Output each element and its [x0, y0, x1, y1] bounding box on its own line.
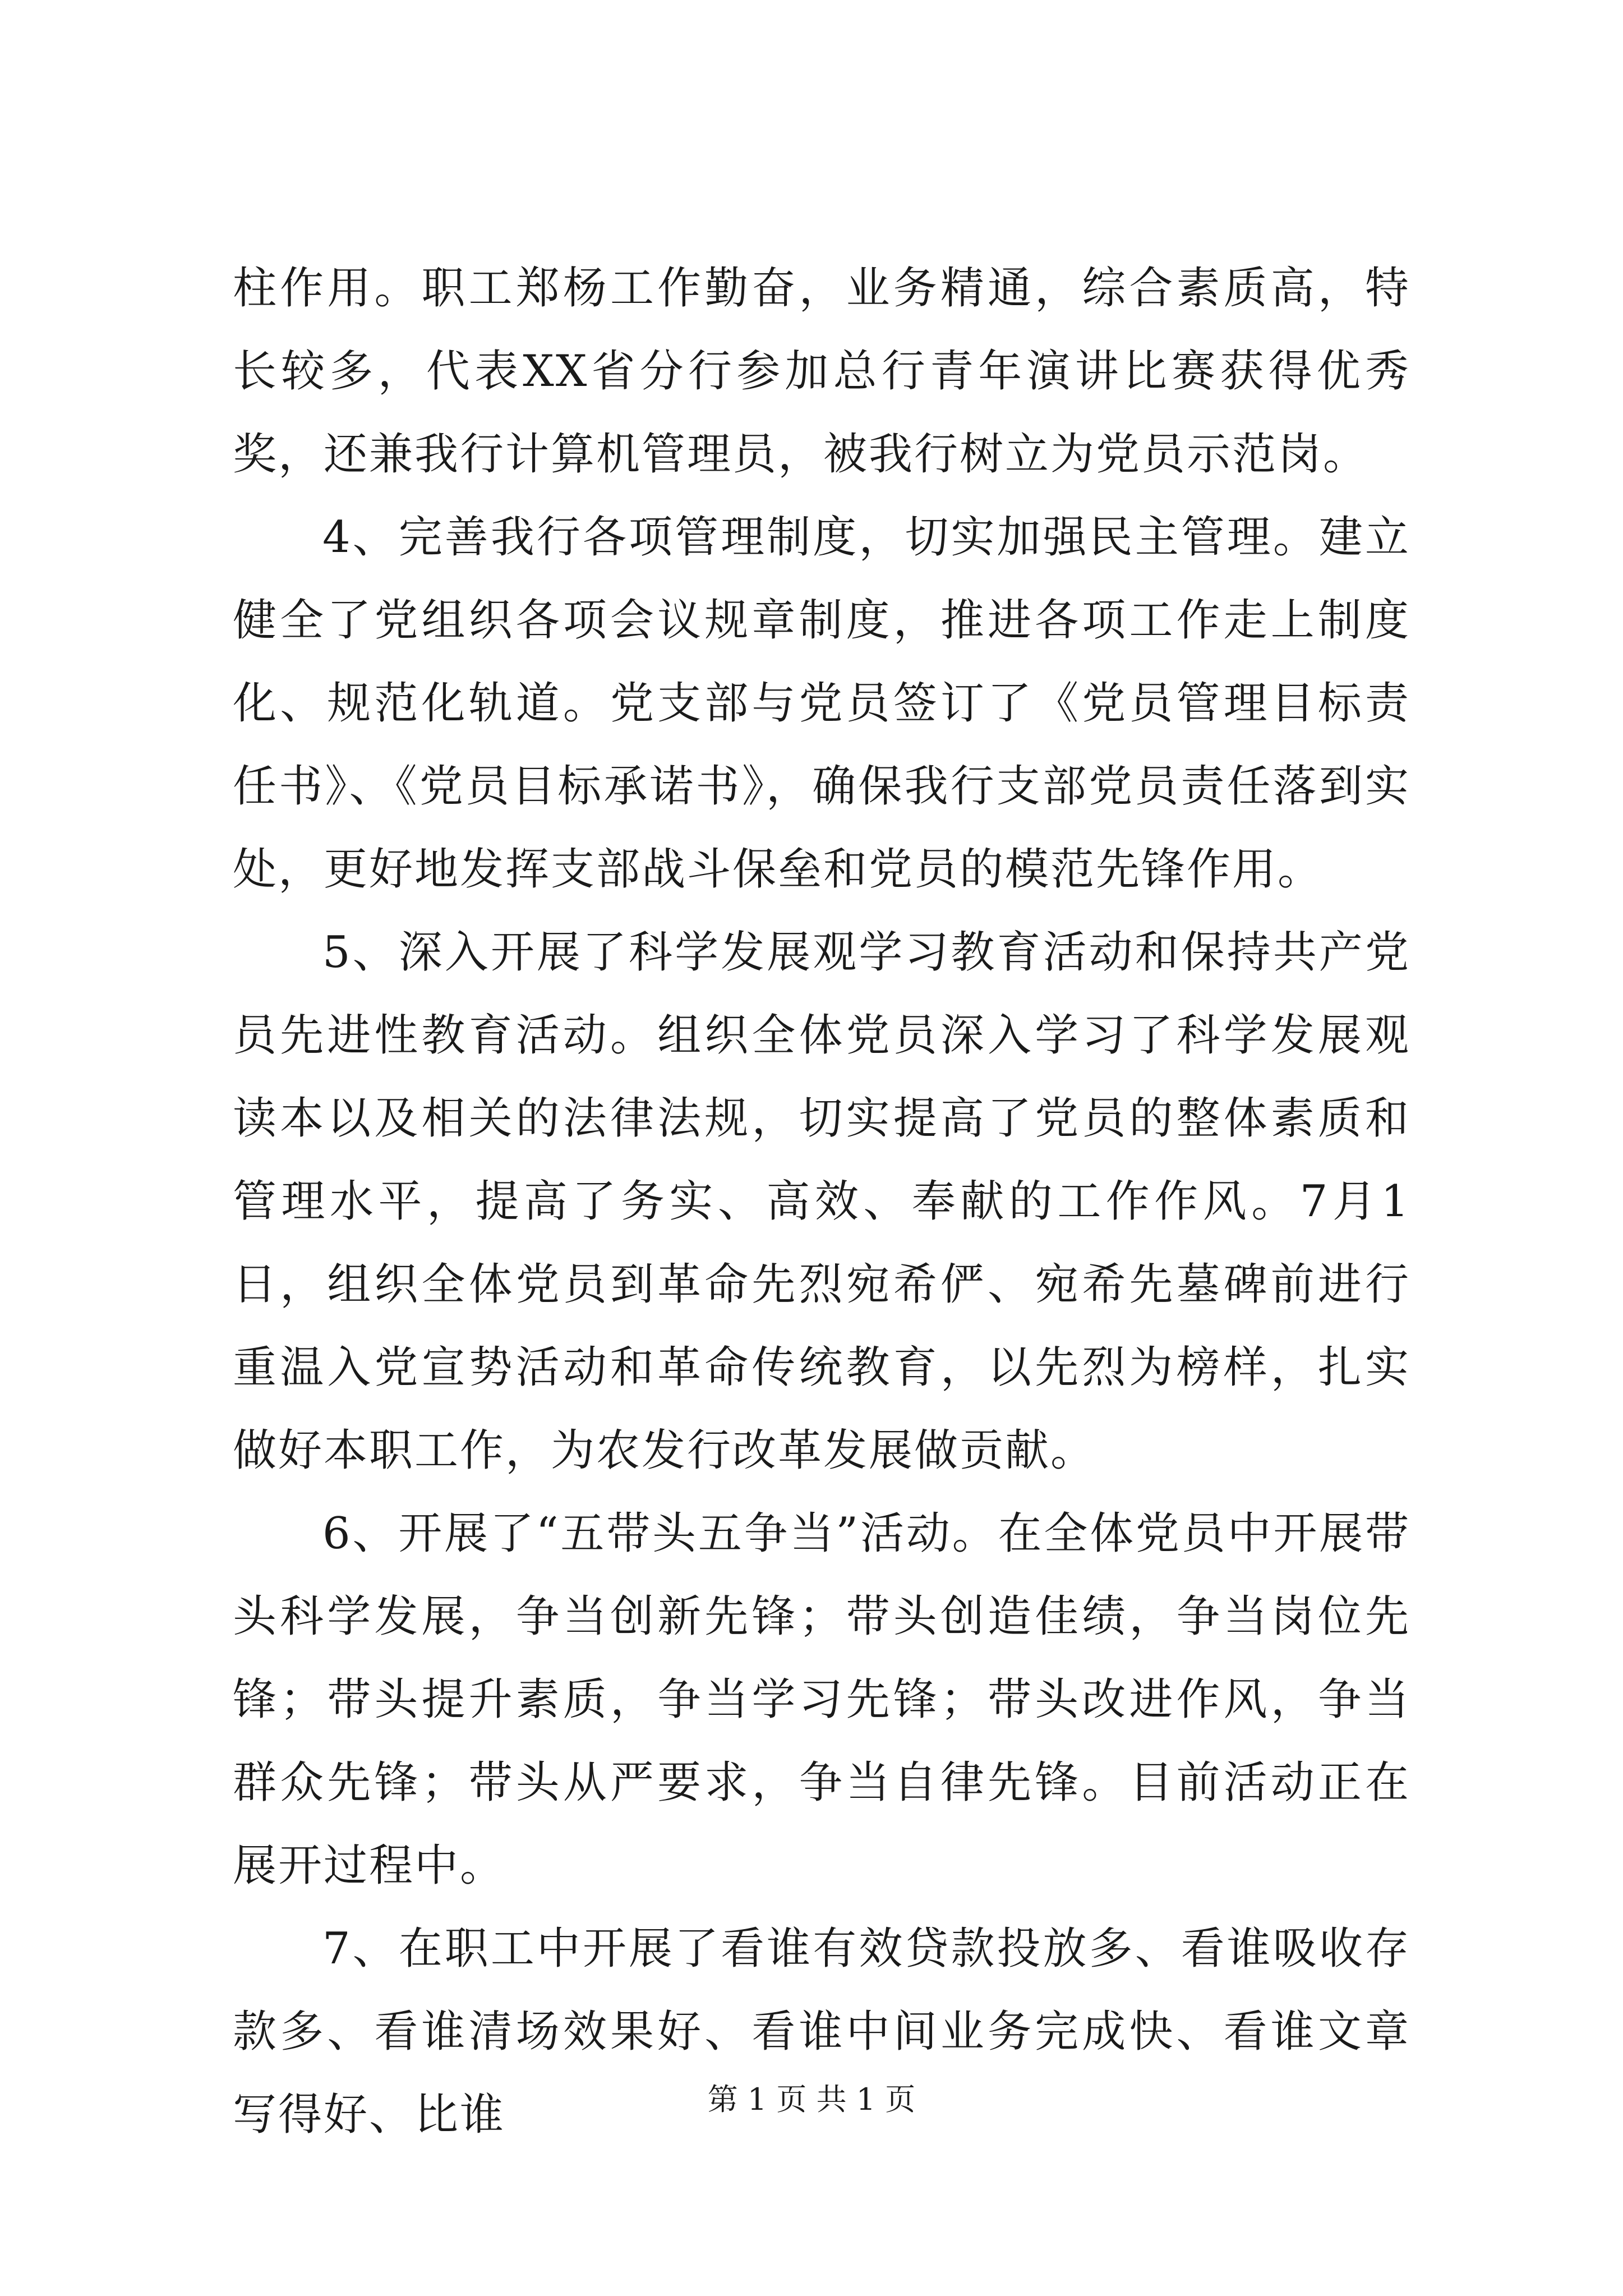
page-footer: 第 1 页 共 1 页: [707, 2082, 916, 2117]
body-text: [233, 247, 1410, 2156]
paragraph-4: 6、开展了“五带头五争当”活动。在全体党员中开展带头科学发展，争当创新先锋；带头创造佳绩，争当岗位先锋；带头提升素质，争当学习先锋；带头改进作风，争当群众先锋；带头从严要求，争当自律先锋。目前活动正在展开过程中。: [233, 1508, 1410, 1891]
paragraph-3: 5、深入开展了科学发展观学习教育活动和保持共产党员先进性教育活动。组织全体党员深入学习了科学发展观读本以及相关的法律法规，切实提高了党员的整体素质和管理水平，提高了务实、高效、奉献的工作作风。7月1日，组织全体党员到革命先烈宛希俨、宛希先墓碑前进行重温入党宣势活动和革命传统教育，以先烈为榜样，扎实做好本职工作，为农发行改革发展做贡献。: [233, 927, 1410, 1476]
paragraph-1: 柱作用。职工郑杨工作勤奋，业务精通，综合素质高，特长较多，代表XX省分行参加总行青年演讲比赛获得优秀奖，还兼我行计算机管理员，被我行树立为党员示范岗。: [233, 263, 1410, 480]
paragraph-5: 7、在职工中开展了看谁有效贷款投放多、看谁吸收存款多、看谁清场效果好、看谁中间业务完成快、看谁文章写得好、比谁: [233, 1924, 1410, 2140]
paragraph-2: 4、完善我行各项管理制度，切实加强民主管理。建立健全了党组织各项会议规章制度，推进各项工作走上制度化、规范化轨道。党支部与党员签订了《党员管理目标责任书》、《党员目标承诺书》，确保我行支部党员责任落到实处，更好地发挥支部战斗保垒和党员的模范先锋作用。: [233, 512, 1410, 895]
